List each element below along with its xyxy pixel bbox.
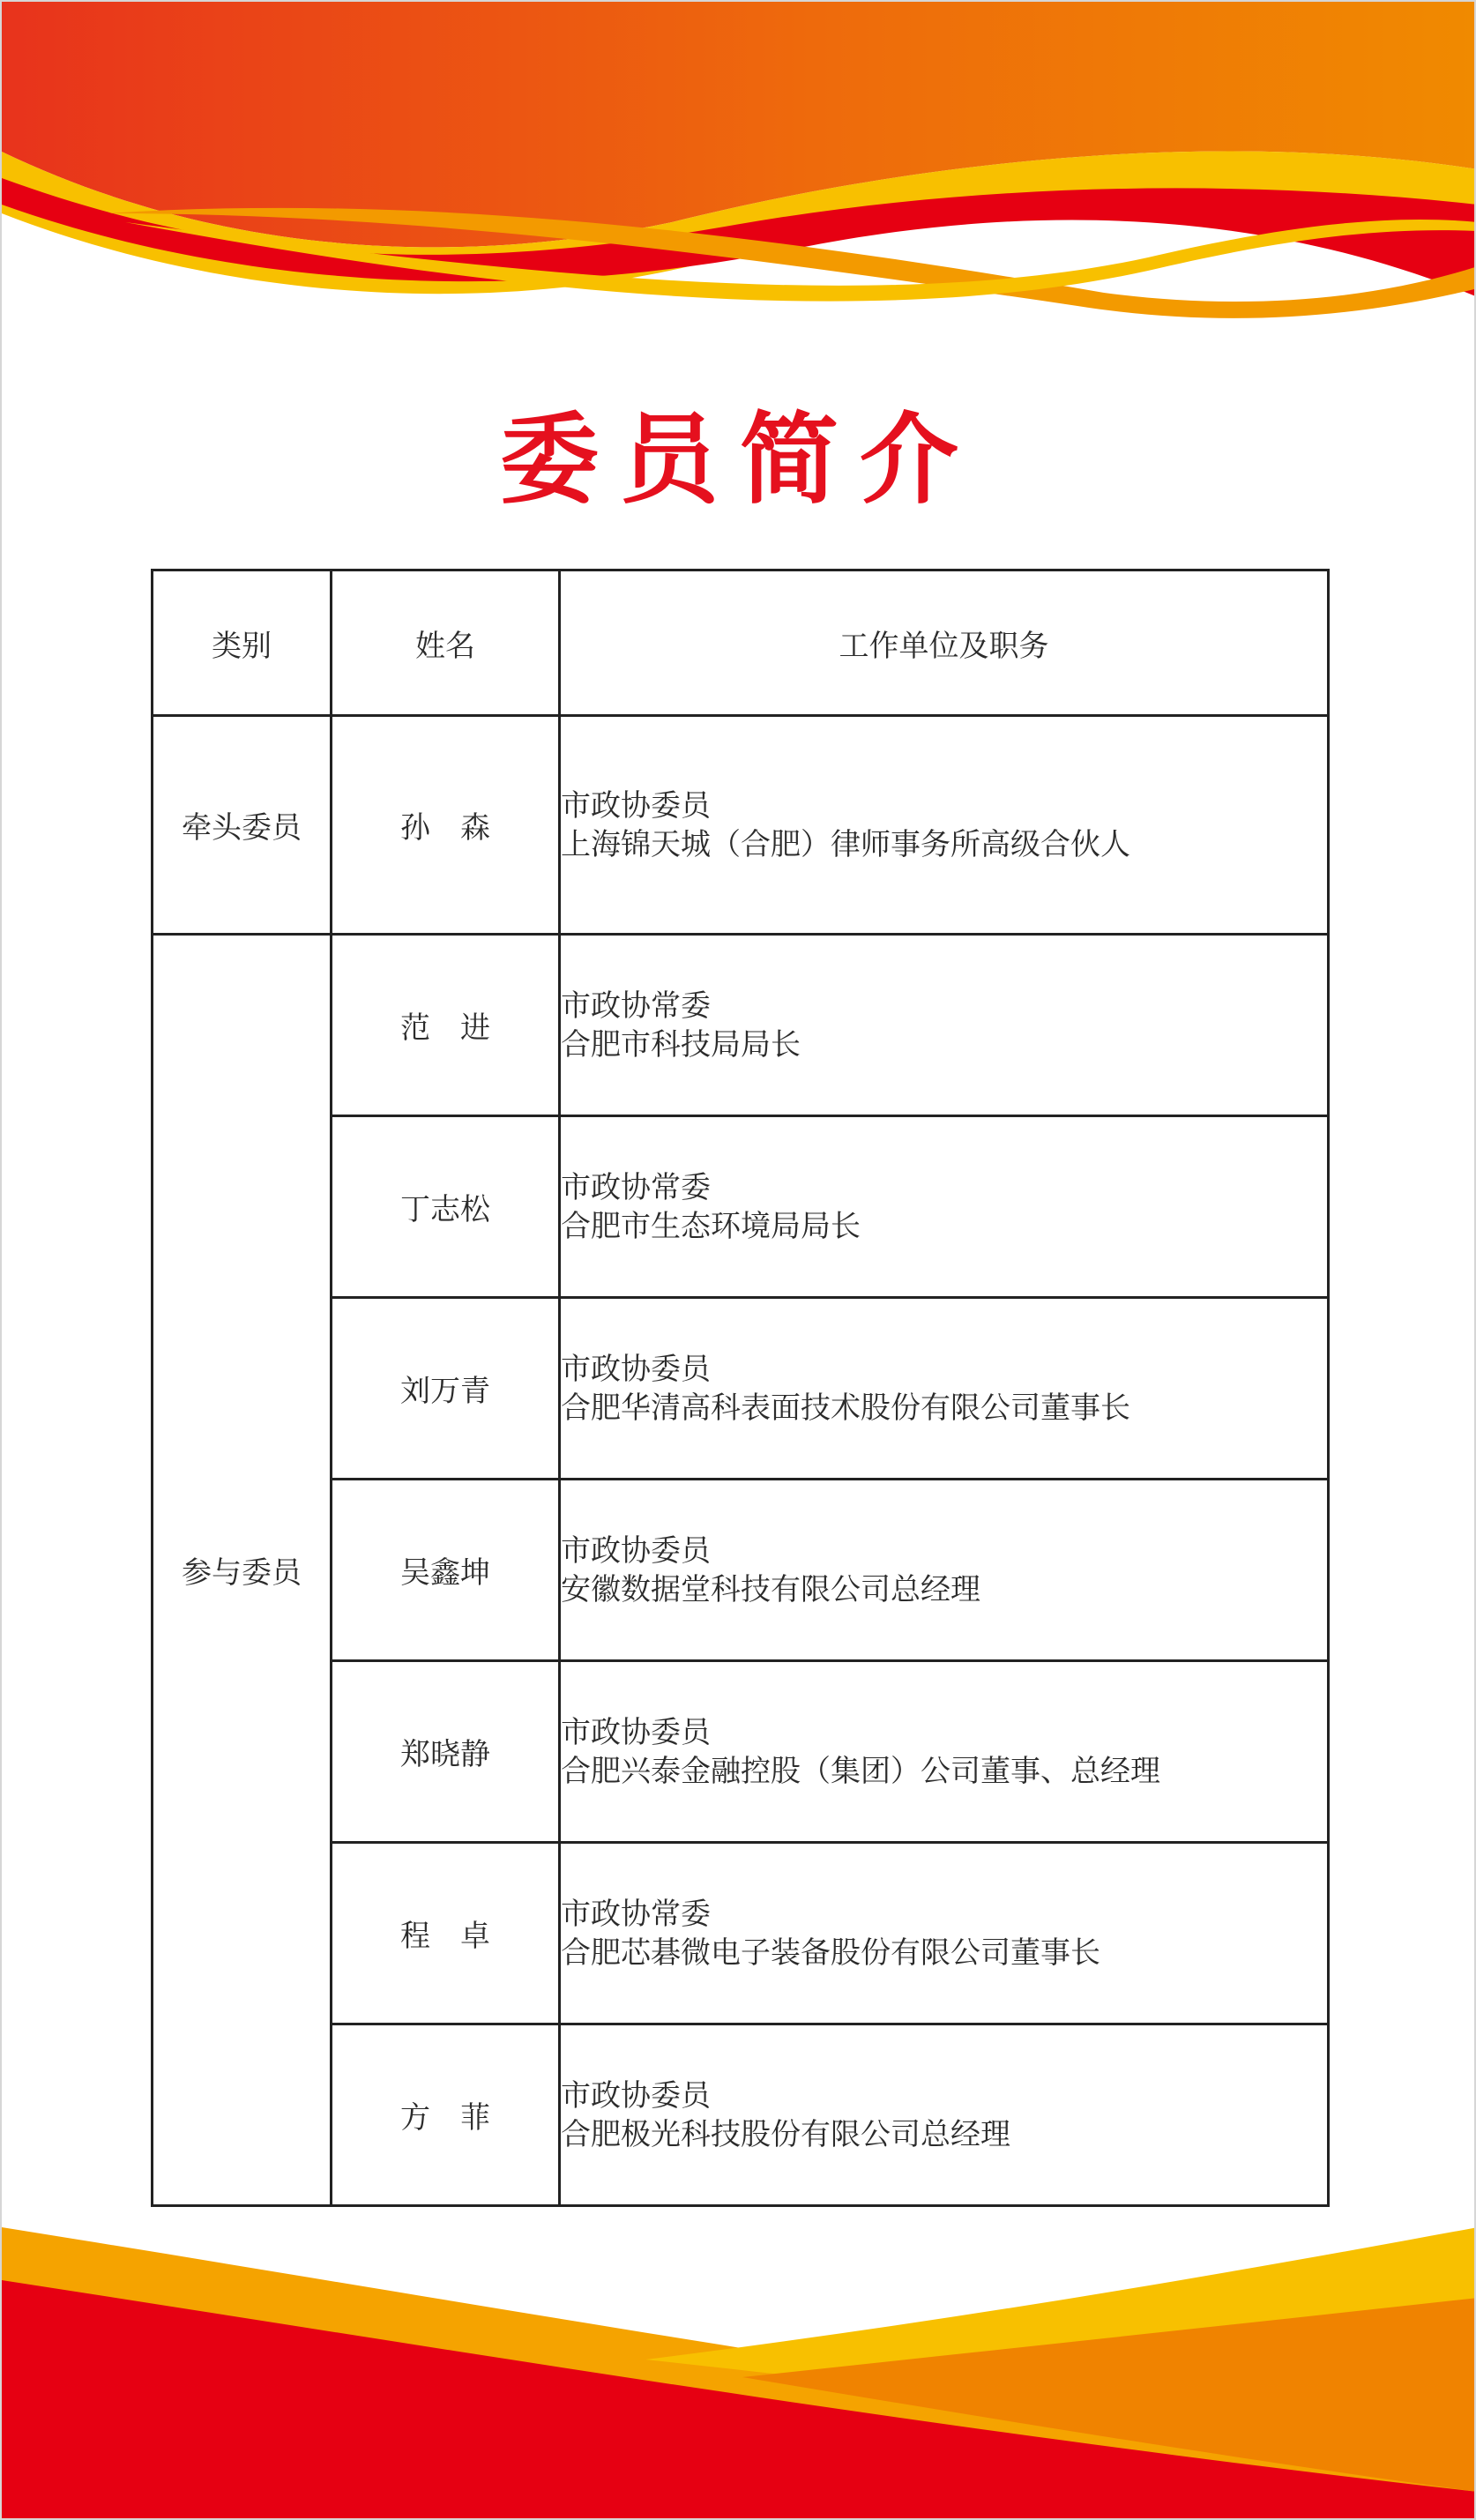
- member-name: 方 菲: [332, 2024, 560, 2206]
- member-name: 丁志松: [332, 1116, 560, 1298]
- member-unit: 合肥市生态环境局局长: [561, 1208, 861, 1244]
- member-unit: 合肥华清高科表面技术股份有限公司董事长: [561, 1390, 1130, 1426]
- category-cell: 参与委员: [153, 935, 332, 2206]
- member-role: 市政协委员: [561, 1532, 711, 1569]
- member-name: 刘万青: [332, 1298, 560, 1480]
- member-role: 市政协委员: [561, 1714, 711, 1750]
- page-title: 委员简介: [500, 402, 980, 518]
- member-unit: 安徽数据堂科技有限公司总经理: [561, 1571, 980, 1607]
- member-unit: 合肥芯碁微电子装备股份有限公司董事长: [561, 1935, 1100, 1971]
- header-name: 姓名: [332, 570, 560, 716]
- header-category: 类别: [153, 570, 332, 716]
- header-unit-and-position: 工作单位及职务: [560, 570, 1329, 716]
- member-unit-cell: [560, 935, 1329, 1116]
- member-name: 程 卓: [332, 1843, 560, 2024]
- member-unit: 合肥市科技局局长: [561, 1026, 801, 1062]
- member-unit-cell: [560, 1298, 1329, 1480]
- member-unit-cell: [560, 1843, 1329, 2024]
- member-unit-cell: [560, 1480, 1329, 1661]
- top-wave-decoration: [2, 2, 1476, 319]
- member-unit-cell: [560, 716, 1329, 935]
- member-name: 孙 森: [332, 716, 560, 935]
- member-role: 市政协委员: [561, 1351, 711, 1387]
- table-row: [153, 935, 1329, 1116]
- member-unit: 合肥兴泰金融控股（集团）公司董事、总经理: [561, 1753, 1160, 1789]
- member-role: 市政协常委: [561, 1896, 711, 1932]
- member-role: 市政协委员: [561, 787, 711, 824]
- member-unit-cell: [560, 2024, 1329, 2206]
- member-role: 市政协委员: [561, 2077, 711, 2114]
- member-name: 郑晓静: [332, 1661, 560, 1843]
- member-unit: 合肥极光科技股份有限公司总经理: [561, 2116, 1010, 2152]
- member-role: 市政协常委: [561, 1169, 711, 1205]
- member-unit-cell: [560, 1116, 1329, 1298]
- member-role: 市政协常委: [561, 988, 711, 1024]
- committee-roster-table: [151, 569, 1330, 2207]
- table-row: [153, 716, 1329, 935]
- category-cell: 牵头委员: [153, 716, 332, 935]
- table-header-row: [153, 570, 1329, 716]
- member-name: 吴鑫坤: [332, 1480, 560, 1661]
- member-unit: 上海锦天城（合肥）律师事务所高级合伙人: [561, 826, 1130, 862]
- bottom-wave-decoration: [2, 2227, 1476, 2518]
- member-name: 范 进: [332, 935, 560, 1116]
- member-unit-cell: [560, 1661, 1329, 1843]
